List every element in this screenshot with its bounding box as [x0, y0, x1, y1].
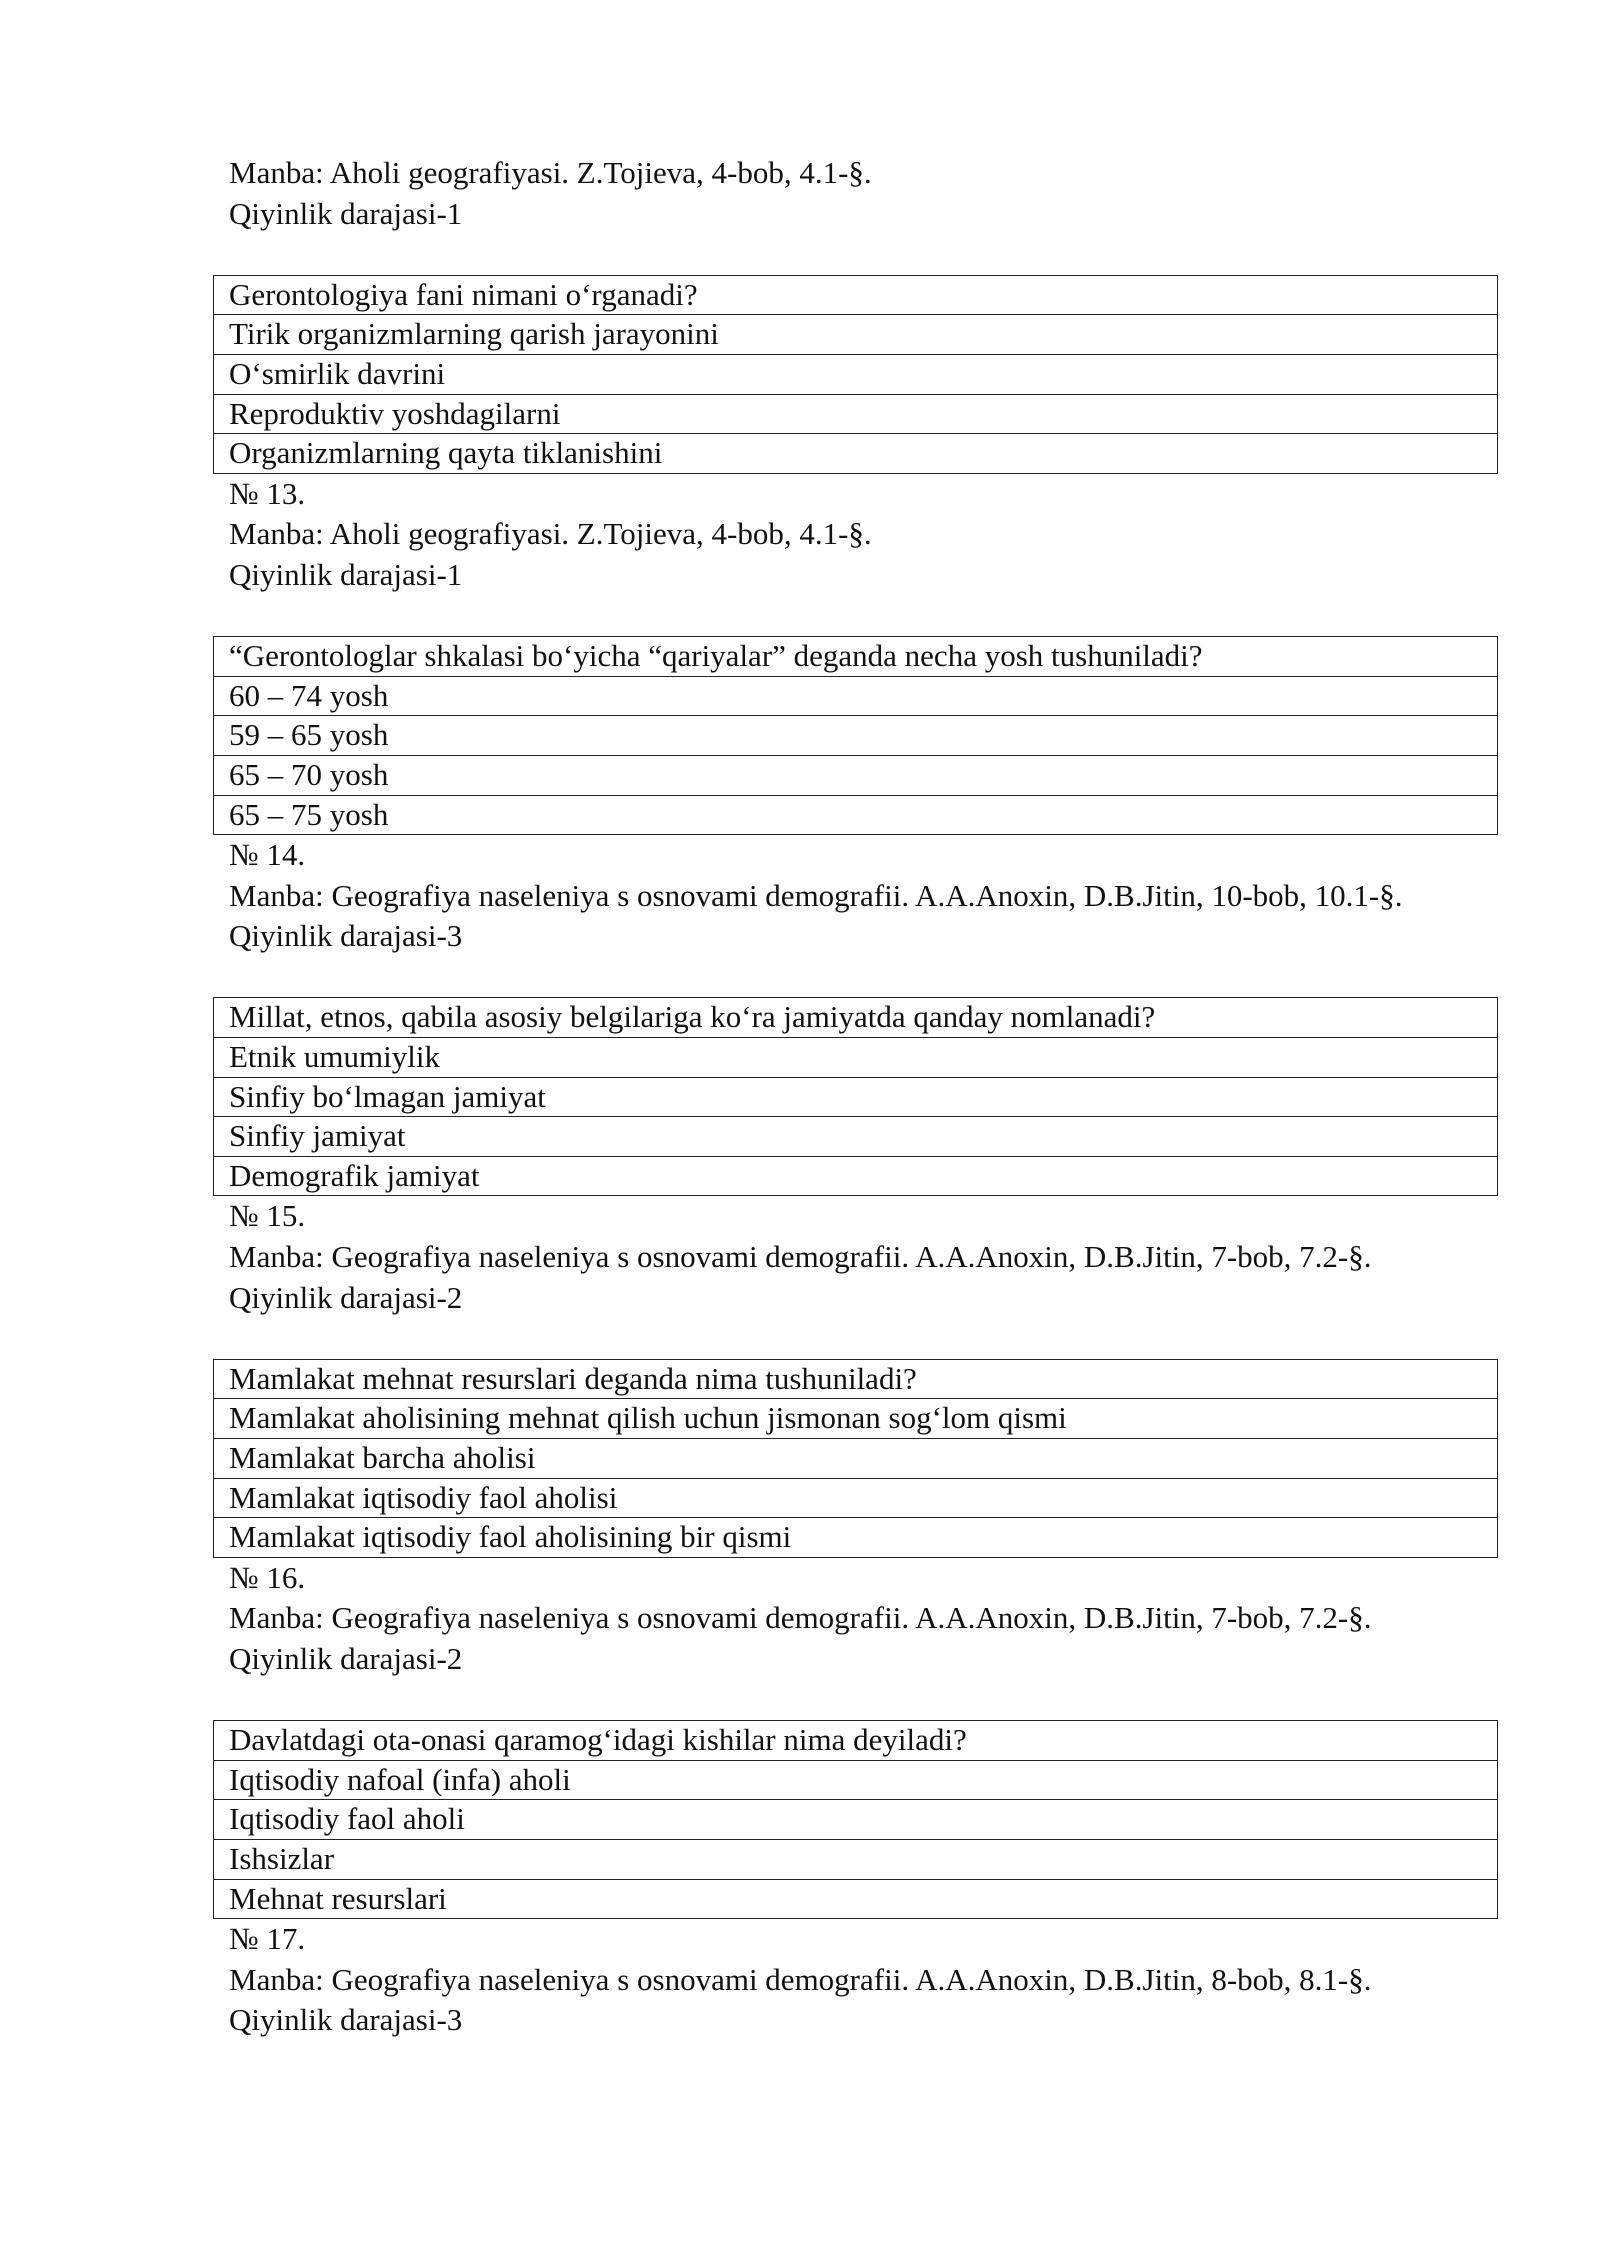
answer-option: Reproduktiv yoshdagilarni [214, 394, 1498, 434]
difficulty-line: Qiyinlik darajasi-1 [229, 556, 463, 592]
difficulty-line: Qiyinlik darajasi-3 [229, 2002, 463, 2038]
difficulty-line: Qiyinlik darajasi-2 [229, 1279, 463, 1315]
difficulty-line: Qiyinlik darajasi-2 [229, 1640, 463, 1676]
spacer [0, 1680, 1600, 1721]
question-text: Mamlakat mehnat resurslari deganda nima tushuniladi? [214, 1359, 1498, 1399]
answer-option: Demografik jamiyat [214, 1156, 1498, 1196]
spacer [0, 596, 1600, 637]
answer-option: Mamlakat barcha aholisi [214, 1439, 1498, 1479]
spacer [0, 234, 1600, 275]
source-line: Manba: Aholi geografiyasi. Z.Tojieva, 4-bob, 4.1-§. [229, 516, 872, 552]
question-number: № 13. [229, 475, 306, 511]
answer-option: 60 – 74 yosh [214, 676, 1498, 716]
answer-option: O‘smirlik davrini [214, 354, 1498, 394]
answer-option: Tirik organizmlarning qarish jarayonini [214, 315, 1498, 355]
question-table [213, 275, 1498, 474]
question-table [213, 997, 1498, 1196]
question-text: Millat, etnos, qabila asosiy belgilariga ko‘ra jamiyatda qanday nomlanadi? [214, 998, 1498, 1038]
answer-option: 59 – 65 yosh [214, 716, 1498, 756]
source-line: Manba: Geografiya naseleniya s osnovami demografii. A.A.Anoxin, D.B.Jitin, 10-bob, 10.1-§. [229, 877, 1403, 913]
spacer [0, 1318, 1600, 1359]
answer-option: Etnik umumiylik [214, 1038, 1498, 1078]
question-number: № 17. [229, 1921, 306, 1957]
answer-option: Mamlakat iqtisodiy faol aholisi [214, 1478, 1498, 1518]
answer-option: 65 – 75 yosh [214, 795, 1498, 835]
answer-option: 65 – 70 yosh [214, 755, 1498, 795]
question-table [213, 1359, 1498, 1558]
answer-option: Sinfiy jamiyat [214, 1117, 1498, 1157]
question-text: Davlatdagi ota-onasi qaramog‘idagi kishilar nima deyiladi? [214, 1721, 1498, 1761]
question-table [213, 1720, 1498, 1919]
question-text: Gerontologiya fani nimani o‘rganadi? [214, 275, 1498, 315]
answer-option: Iqtisodiy faol aholi [214, 1800, 1498, 1840]
source-line: Manba: Aholi geografiyasi. Z.Tojieva, 4-bob, 4.1-§. [229, 155, 872, 190]
difficulty-line: Qiyinlik darajasi-1 [229, 195, 463, 231]
question-table [213, 636, 1498, 835]
source-line: Manba: Geografiya naseleniya s osnovami demografii. A.A.Anoxin, D.B.Jitin, 8-bob, 8.1-§. [229, 1961, 1372, 1997]
answer-option: Sinfiy bo‘lmagan jamiyat [214, 1077, 1498, 1117]
question-number: № 15. [229, 1198, 306, 1234]
difficulty-line: Qiyinlik darajasi-3 [229, 918, 463, 954]
answer-option: Iqtisodiy nafoal (infa) aholi [214, 1760, 1498, 1800]
answer-option: Ishsizlar [214, 1839, 1498, 1879]
answer-option: Mamlakat iqtisodiy faol aholisining bir qismi [214, 1518, 1498, 1558]
question-number: № 16. [229, 1559, 306, 1595]
source-line: Manba: Geografiya naseleniya s osnovami demografii. A.A.Anoxin, D.B.Jitin, 7-bob, 7.2-§. [229, 1600, 1372, 1636]
answer-option: Organizmlarning qayta tiklanishini [214, 434, 1498, 474]
top-margin [0, 0, 1600, 153]
question-text: “Gerontologlar shkalasi bo‘yicha “qariyalar” deganda necha yosh tushuniladi? [214, 637, 1498, 677]
spacer [0, 957, 1600, 998]
question-number: № 14. [229, 837, 306, 873]
answer-option: Mehnat resurslari [214, 1879, 1498, 1919]
source-line: Manba: Geografiya naseleniya s osnovami demografii. A.A.Anoxin, D.B.Jitin, 7-bob, 7.2-§. [229, 1239, 1372, 1275]
answer-option: Mamlakat aholisining mehnat qilish uchun jismonan sog‘lom qismi [214, 1399, 1498, 1439]
